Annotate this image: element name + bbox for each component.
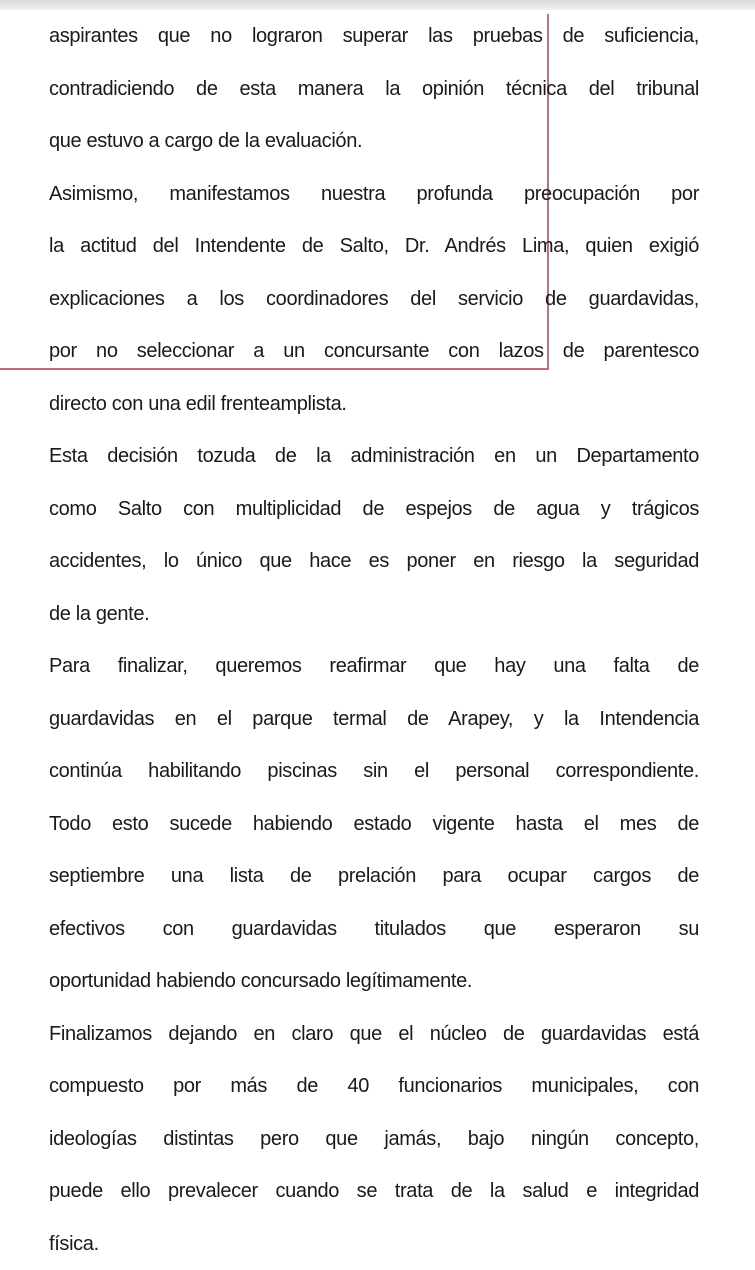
text-line: explicaciones a los coordinadores del servicio de guardavidas, <box>49 273 699 326</box>
text-line: puede ello prevalecer cuando se trata de la salud e integridad <box>49 1165 699 1218</box>
text-line: continúa habilitando piscinas sin el personal correspondiente. <box>49 745 699 798</box>
text-line: efectivos con guardavidas titulados que esperaron su <box>49 903 699 956</box>
document-page <box>49 10 699 1270</box>
text-line: la actitud del Intendente de Salto, Dr. Andrés Lima, quien exigió <box>49 220 699 273</box>
text-line: directo con una edil frenteamplista. <box>49 378 699 431</box>
top-edge-shadow <box>0 0 755 10</box>
text-line: Asimismo, manifestamos nuestra profunda preocupación por <box>49 168 699 221</box>
text-line: contradiciendo de esta manera la opinión técnica del tribunal <box>49 63 699 116</box>
text-line: Todo esto sucede habiendo estado vigente hasta el mes de <box>49 798 699 851</box>
text-line: como Salto con multiplicidad de espejos de agua y trágicos <box>49 483 699 536</box>
text-line: Para finalizar, queremos reafirmar que hay una falta de <box>49 640 699 693</box>
text-line: oportunidad habiendo concursado legítimamente. <box>49 955 699 1008</box>
text-line: física. <box>49 1218 699 1270</box>
text-line: de la gente. <box>49 588 699 641</box>
text-line: Esta decisión tozuda de la administración en un Departamento <box>49 430 699 483</box>
text-line: guardavidas en el parque termal de Arapey, y la Intendencia <box>49 693 699 746</box>
text-line: ideologías distintas pero que jamás, bajo ningún concepto, <box>49 1113 699 1166</box>
text-line: accidentes, lo único que hace es poner en riesgo la seguridad <box>49 535 699 588</box>
text-line: por no seleccionar a un concursante con lazos de parentesco <box>49 325 699 378</box>
text-line: que estuvo a cargo de la evaluación. <box>49 115 699 168</box>
text-line: compuesto por más de 40 funcionarios municipales, con <box>49 1060 699 1113</box>
text-line: aspirantes que no lograron superar las pruebas de suficiencia, <box>49 10 699 63</box>
text-line: septiembre una lista de prelación para ocupar cargos de <box>49 850 699 903</box>
text-line: Finalizamos dejando en claro que el núcleo de guardavidas está <box>49 1008 699 1061</box>
